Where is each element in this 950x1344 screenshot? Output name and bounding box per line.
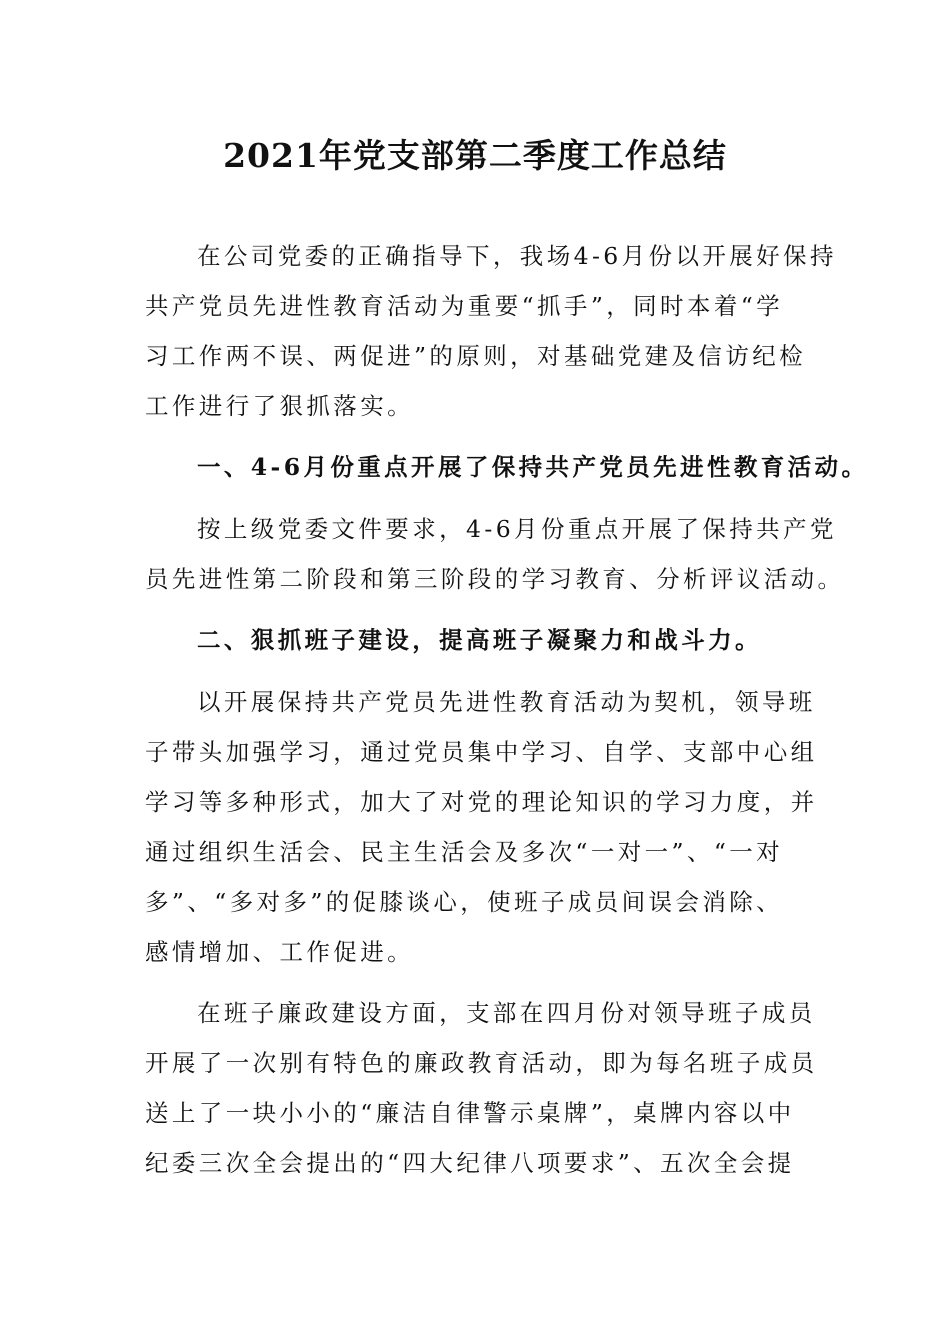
paragraph-3-line-3: 学习等多种形式，加大了对党的理论知识的学习力度，并: [145, 788, 818, 816]
paragraph-4-line-2: 开展了一次别有特色的廉政教育活动，即为每名班子成员: [145, 1049, 818, 1077]
section-heading-2: 二、狠抓班子建设，提高班子凝聚力和战斗力。: [197, 626, 762, 654]
paragraph-1-line-1: 在公司党委的正确指导下，我场4-6月份以开展好保持: [197, 242, 837, 270]
paragraph-2-line-2: 员先进性第二阶段和第三阶段的学习教育、分析评议活动。: [145, 565, 845, 593]
paragraph-1-line-3: 习工作两不误、两促进”的原则，对基础党建及信访纪检: [145, 342, 807, 370]
paragraph-4-line-1: 在班子廉政建设方面，支部在四月份对领导班子成员: [197, 999, 816, 1027]
paragraph-1-line-4: 工作进行了狠抓落实。: [145, 392, 414, 420]
section-heading-1: 一、4-6月份重点开展了保持共产党员先进性教育活动。: [197, 453, 869, 481]
paragraph-3-line-2: 子带头加强学习，通过党员集中学习、自学、支部中心组: [145, 738, 818, 766]
paragraph-3-line-5: 多”、“多对多”的促膝谈心，使班子成员间误会消除、: [145, 888, 784, 916]
paragraph-3-line-4: 通过组织生活会、民主生活会及多次“一对一”、“一对: [145, 838, 784, 866]
paragraph-2-line-1: 按上级党委文件要求，4-6月份重点开展了保持共产党: [197, 515, 837, 543]
paragraph-3-line-6: 感情增加、工作促进。: [145, 938, 414, 966]
paragraph-3-line-1: 以开展保持共产党员先进性教育活动为契机，领导班: [197, 688, 816, 716]
paragraph-1-line-2: 共产党员先进性教育活动为重要“抓手”，同时本着“学: [145, 292, 784, 320]
paragraph-4-line-4: 纪委三次全会提出的“四大纪律八项要求”、五次全会提: [145, 1149, 795, 1177]
paragraph-4-line-3: 送上了一块小小的“廉洁自律警示桌牌”，桌牌内容以中: [145, 1099, 795, 1127]
document-title: 2021年党支部第二季度工作总结: [223, 136, 727, 175]
